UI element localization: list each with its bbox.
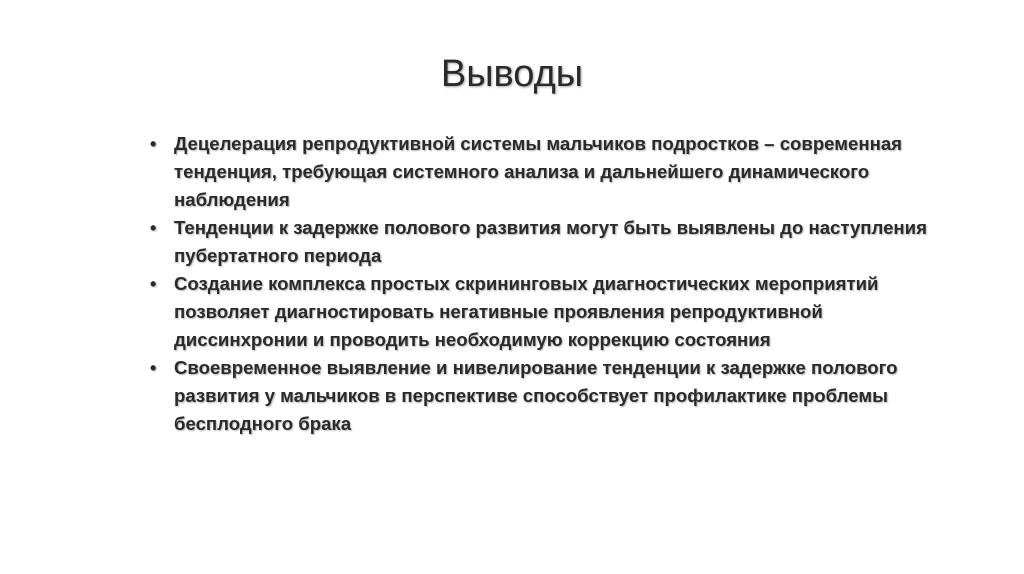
bullet-dot-icon: •: [150, 358, 157, 378]
slide-title: Выводы: [440, 53, 584, 95]
bullet-text: Создание комплекса простых скрининговых диагностических мероприятий позволяет диагностировать негативные проявления репродуктивной диссинхронии и проводить необходимую коррекцию состояния: [174, 273, 879, 350]
bullet-list: [148, 130, 928, 438]
bullet-dot-icon: •: [150, 218, 157, 238]
bullet-dot-icon: •: [150, 274, 157, 294]
bullet-item: [148, 214, 928, 270]
bullet-item: [148, 270, 928, 354]
bullet-dot-icon: •: [150, 134, 157, 154]
bullet-text: Своевременное выявление и нивелирование тенденции к задержке полового развития у мальчиков в перспективе способствует профилактике проблемы бесплодного брака: [174, 357, 898, 434]
bullet-item: [148, 354, 928, 438]
bullet-text: Тенденции к задержке полового развития могут быть выявлены до наступления пубертатного периода: [174, 217, 927, 266]
bullet-item: [148, 130, 928, 214]
bullet-text: Децелерация репродуктивной системы мальчиков подростков – современная тенденция, требующая системного анализа и дальнейшего динамического наблюдения: [174, 133, 903, 210]
